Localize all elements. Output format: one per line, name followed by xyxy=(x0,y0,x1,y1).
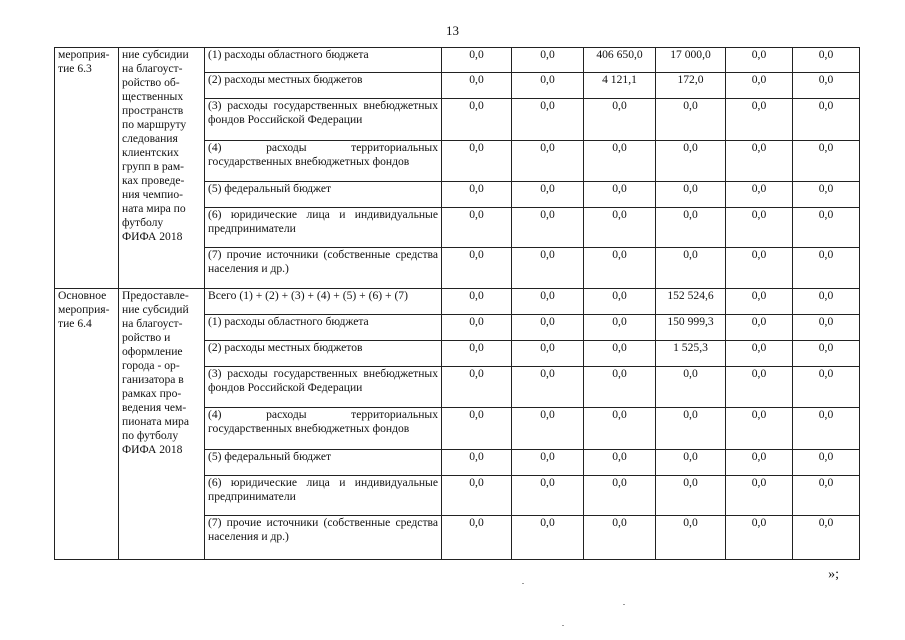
value-cell: 0,0 xyxy=(726,141,793,182)
value-cell: 0,0 xyxy=(584,208,656,248)
value-cell: 0,0 xyxy=(656,516,726,560)
value-cell: 0,0 xyxy=(726,408,793,450)
funding-source: (1) расходы областного бюджета xyxy=(205,315,442,341)
description-text: ние субсидии на благоуст- ройство об- щественных пространств по маршруту следования клиентских групп в рам- ках проведе- ния чемпио- ната мира по футболу xyxy=(122,48,189,229)
value-cell: 0,0 xyxy=(512,208,584,248)
funding-source: (3) расходы государственных внебюджетных фондов Российской Федерации xyxy=(205,367,442,408)
value-cell: 0,0 xyxy=(584,367,656,408)
funding-source: (2) расходы местных бюджетов xyxy=(205,341,442,367)
value-cell: 0,0 xyxy=(512,289,584,315)
value-cell: 0,0 xyxy=(726,450,793,476)
funding-source: (6) юридические лица и индивидуальные предприниматели xyxy=(205,476,442,516)
value-cell: 0,0 xyxy=(726,289,793,315)
value-cell: 0,0 xyxy=(726,182,793,208)
funding-source: Всего (1) + (2) + (3) + (4) + (5) + (6) + (7) xyxy=(205,289,442,315)
funding-source: (4) расходы территориальных государственных внебюджетных фондов xyxy=(205,408,442,450)
value-cell: 0,0 xyxy=(793,476,860,516)
measure-cell xyxy=(55,48,119,289)
value-cell: 0,0 xyxy=(793,73,860,99)
funding-source: (5) федеральный бюджет xyxy=(205,182,442,208)
value-cell: 0,0 xyxy=(726,99,793,141)
value-cell: 0,0 xyxy=(793,141,860,182)
value-cell: 150 999,3 xyxy=(656,315,726,341)
value-cell: 0,0 xyxy=(442,248,512,289)
page-number: 13 xyxy=(446,23,459,38)
value-cell: 0,0 xyxy=(512,48,584,73)
value-cell: 0,0 xyxy=(793,408,860,450)
description-last-line: ФИФА 2018 xyxy=(122,230,183,243)
value-cell: 1 525,3 xyxy=(656,341,726,367)
value-cell: 0,0 xyxy=(584,141,656,182)
value-cell: 172,0 xyxy=(656,73,726,99)
value-cell: 0,0 xyxy=(512,141,584,182)
value-cell: 0,0 xyxy=(793,341,860,367)
value-cell: 0,0 xyxy=(656,476,726,516)
value-cell: 0,0 xyxy=(584,516,656,560)
value-cell: 0,0 xyxy=(512,99,584,141)
value-cell: 0,0 xyxy=(584,99,656,141)
value-cell: 0,0 xyxy=(726,248,793,289)
funding-source: (2) расходы местных бюджетов xyxy=(205,73,442,99)
value-cell: 0,0 xyxy=(512,315,584,341)
funding-source: (3) расходы государственных внебюджетных фондов Российской Федерации xyxy=(205,99,442,141)
measure-cell xyxy=(55,289,119,560)
value-cell: 0,0 xyxy=(442,341,512,367)
value-cell: 0,0 xyxy=(656,367,726,408)
value-cell: 0,0 xyxy=(442,289,512,315)
value-cell: 0,0 xyxy=(793,289,860,315)
value-cell: 0,0 xyxy=(442,73,512,99)
value-cell: 0,0 xyxy=(656,208,726,248)
value-cell: 0,0 xyxy=(512,367,584,408)
funding-source: (5) федеральный бюджет xyxy=(205,450,442,476)
value-cell: 0,0 xyxy=(656,141,726,182)
value-cell: 0,0 xyxy=(656,99,726,141)
description-cell xyxy=(119,48,205,289)
funding-source: (7) прочие источники (собственные средства населения и др.) xyxy=(205,248,442,289)
value-cell: 0,0 xyxy=(442,516,512,560)
value-cell: 0,0 xyxy=(442,208,512,248)
funding-source: (1) расходы областного бюджета xyxy=(205,48,442,73)
description-last-line: ФИФА 2018 xyxy=(122,443,183,456)
value-cell: 0,0 xyxy=(726,208,793,248)
value-cell: 0,0 xyxy=(442,141,512,182)
value-cell: 0,0 xyxy=(793,99,860,141)
value-cell: 0,0 xyxy=(793,48,860,73)
value-cell: 0,0 xyxy=(726,476,793,516)
funding-source: (4) расходы территориальных государственных внебюджетных фондов xyxy=(205,141,442,182)
value-cell: 0,0 xyxy=(793,315,860,341)
value-cell: 0,0 xyxy=(584,315,656,341)
value-cell: 0,0 xyxy=(726,73,793,99)
value-cell: 0,0 xyxy=(793,516,860,560)
measure-label: мероприя- тие 6.3 xyxy=(58,48,110,75)
scan-speck xyxy=(522,583,524,584)
value-cell: 0,0 xyxy=(793,208,860,248)
value-cell: 0,0 xyxy=(512,476,584,516)
value-cell: 0,0 xyxy=(656,450,726,476)
value-cell: 0,0 xyxy=(656,182,726,208)
value-cell: 0,0 xyxy=(726,516,793,560)
budget-table xyxy=(54,47,860,560)
value-cell: 0,0 xyxy=(442,367,512,408)
value-cell: 0,0 xyxy=(584,341,656,367)
value-cell: 0,0 xyxy=(512,408,584,450)
value-cell: 0,0 xyxy=(584,182,656,208)
table-row xyxy=(55,48,860,73)
description-text: Предоставле- ние субсидий на благоуст- ройство и оформление города - ор- ганизатора в рамках про- ведения чем- пионата мира по футболу xyxy=(122,289,189,442)
scan-speck xyxy=(562,625,564,626)
value-cell: 0,0 xyxy=(442,182,512,208)
value-cell: 0,0 xyxy=(512,450,584,476)
value-cell: 0,0 xyxy=(793,182,860,208)
value-cell: 406 650,0 xyxy=(584,48,656,73)
value-cell: 0,0 xyxy=(584,248,656,289)
value-cell: 0,0 xyxy=(726,48,793,73)
value-cell: 0,0 xyxy=(584,408,656,450)
value-cell: 0,0 xyxy=(656,248,726,289)
funding-source: (6) юридические лица и индивидуальные предприниматели xyxy=(205,208,442,248)
table-row xyxy=(55,289,860,315)
value-cell: 0,0 xyxy=(584,476,656,516)
value-cell: 0,0 xyxy=(726,367,793,408)
funding-source: (7) прочие источники (собственные средства населения и др.) xyxy=(205,516,442,560)
value-cell: 0,0 xyxy=(726,315,793,341)
value-cell: 152 524,6 xyxy=(656,289,726,315)
budget-table-body xyxy=(55,48,860,560)
value-cell: 0,0 xyxy=(793,248,860,289)
value-cell: 0,0 xyxy=(442,408,512,450)
value-cell: 0,0 xyxy=(512,248,584,289)
description-cell xyxy=(119,289,205,560)
value-cell: 0,0 xyxy=(584,289,656,315)
value-cell: 4 121,1 xyxy=(584,73,656,99)
value-cell: 0,0 xyxy=(512,182,584,208)
value-cell: 0,0 xyxy=(512,73,584,99)
value-cell: 0,0 xyxy=(656,408,726,450)
value-cell: 0,0 xyxy=(512,516,584,560)
value-cell: 0,0 xyxy=(442,48,512,73)
value-cell: 0,0 xyxy=(442,315,512,341)
value-cell: 0,0 xyxy=(584,450,656,476)
value-cell: 0,0 xyxy=(512,341,584,367)
value-cell: 0,0 xyxy=(793,367,860,408)
value-cell: 0,0 xyxy=(442,476,512,516)
value-cell: 0,0 xyxy=(793,450,860,476)
measure-label: Основное мероприя- тие 6.4 xyxy=(58,289,110,330)
value-cell: 17 000,0 xyxy=(656,48,726,73)
closing-quote-mark: »; xyxy=(828,567,839,582)
scan-speck xyxy=(623,604,625,605)
value-cell: 0,0 xyxy=(442,99,512,141)
value-cell: 0,0 xyxy=(442,450,512,476)
value-cell: 0,0 xyxy=(726,341,793,367)
